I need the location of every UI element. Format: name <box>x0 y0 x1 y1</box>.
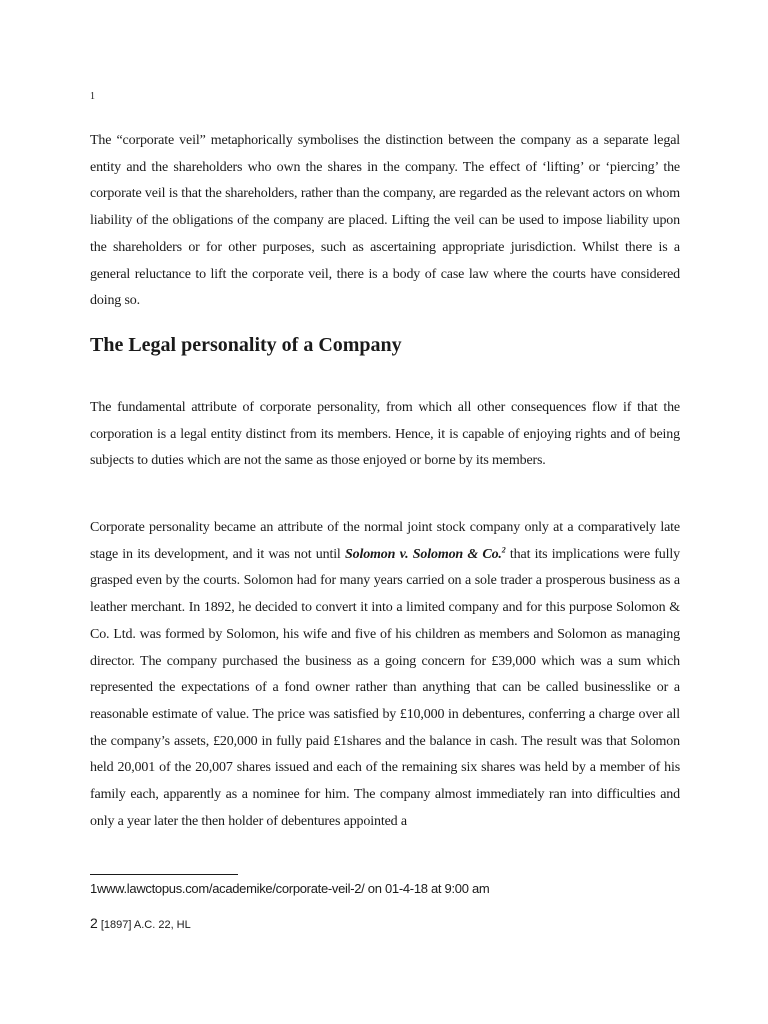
footnote-2 <box>90 912 191 936</box>
footnote-1-number: 1 <box>90 881 97 896</box>
body-paragraph-3 <box>90 515 680 835</box>
footnote-2-number: 2 <box>90 915 98 931</box>
intro-paragraph: The “corporate veil” metaphorically symbolises the distinction between the company as a separate legal entity and the shareholders who own the shares in the company. The effect of ‘lifting’ or ‘piercing’ the corporate veil is that the shareholders, rather than the company, are regarded as the relevant actors on whom liability of the obligations of the company are placed. Lifting the veil can be used to impose liability upon the shareholders or for other purposes, such as ascertaining appropriate jurisdiction. Whilst there is a general reluctance to lift the corporate veil, there is a body of case law where the courts have considered doing so. <box>90 133 680 309</box>
footnote-divider <box>90 874 238 875</box>
footnote-marker: 1 <box>90 91 95 102</box>
footnote-2-text: [1897] A.C. 22, HL <box>97 919 191 931</box>
footnote-1 <box>90 880 489 898</box>
paragraph-3-body: that its implications were fully grasped even by the courts. Solomon had for many years carried on a sole trader a prosperous business as a leather merchant. In 1892, he decided to convert it into a limited company and for this purpose Solomon & Co. Ltd. was formed by Solomon, his wife and five of his children as members and Solomon as managing director. The company purchased the business as a going concern for £39,000 which was a sum which represented the expectations of a fond owner rather than anything that can be called businesslike or a reasonable estimate of value. The price was satisfied by £10,000 in debentures, conferring a charge over all the company’s assets, £20,000 in fully paid £1shares and the balance in cash. The result was that Solomon held 20,001 of the 20,007 shares issued and each of the remaining six shares was held by a member of his family each, apparently as a nominee for him. The company almost immediately ran into difficulties and only a year later the then holder of debentures appointed a <box>90 546 680 829</box>
footnote-ref-2: 2 <box>501 545 506 555</box>
footnote-1-text: www.lawctopus.com/academike/corporate-veil-2/ on 01-4-18 at 9:00 am <box>96 881 490 896</box>
section-heading: The Legal personality of a Company <box>90 334 402 356</box>
body-paragraph-2: The fundamental attribute of corporate personality, from which all other consequences flow if that the corporation is a legal entity distinct from its members. Hence, it is capable of enjoying rights and of being subjects to duties which are not the same as those enjoyed or borne by its members. <box>90 400 680 469</box>
paragraph-3-lead: Corporate personality became an attribute of the normal joint stock company only at a comparatively late stage in its development, and it was not until <box>90 520 680 562</box>
case-citation: Solomon v. Solomon & Co. <box>344 546 502 562</box>
